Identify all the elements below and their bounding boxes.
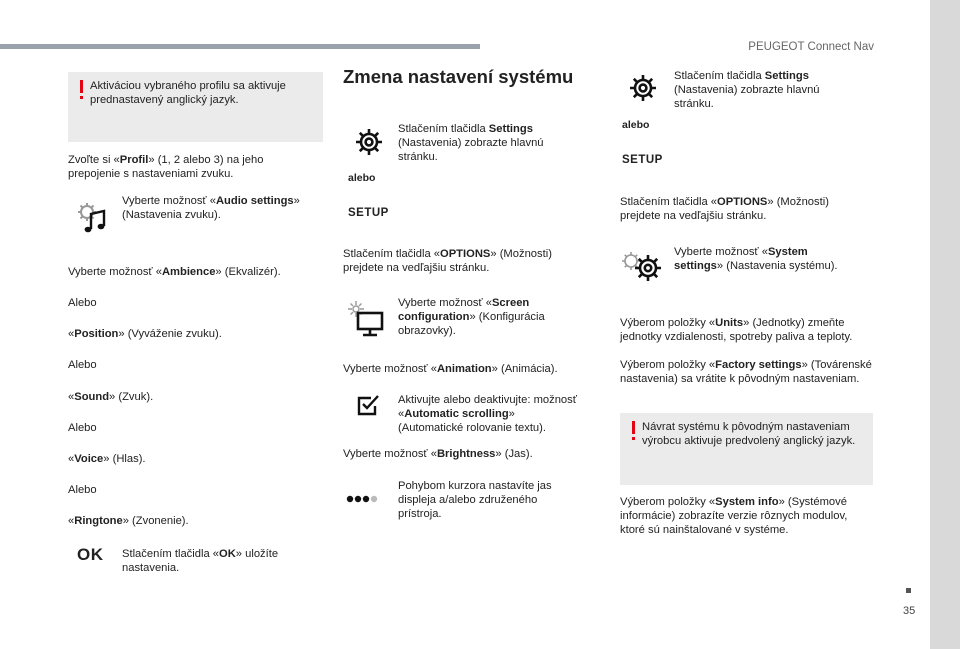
warning-icon (630, 421, 636, 441)
voice-text: «Voice» (Hlas). (68, 453, 146, 465)
system-info-text: Výberom položky «System info» (Systémové informácie) zobrazíte verzie rôznych modulov, ktoré sú nainštalované v systéme. (620, 496, 848, 536)
sound-text: «Sound» (Zvuk). (68, 391, 154, 403)
settings-gear-icon (627, 72, 659, 104)
audio-settings-icon (74, 200, 108, 236)
options-text: Stlačením tlačidla «OPTIONS» (Možnosti) prejdete na vedľajšiu stránku. (343, 248, 552, 274)
screen-configuration-icon (347, 300, 385, 338)
warning-text: Návrat systému k pôvodným nastaveniam výrobcu aktivuje predvolený anglický jazyk. (642, 421, 856, 447)
or-text: Alebo (68, 422, 97, 434)
profile-paragraph: Zvoľte si «Profil» (1, 2 alebo 3) na jeho prepojenie s nastaveniami zvuku. (68, 154, 264, 180)
warning-text: Aktiváciou vybraného profilu sa aktivuje prednastavený anglický jazyk. (90, 80, 286, 106)
screen-configuration-text: Vyberte možnosť «Screen configuration» (Konfigurácia obrazovky). (398, 297, 545, 337)
alebo-label: alebo (348, 172, 376, 184)
position-text: «Position» (Vyváženie zvuku). (68, 328, 222, 340)
system-settings-icon (620, 248, 662, 284)
page-side-bar (930, 0, 960, 649)
setup-button-icon: SETUP (348, 207, 389, 219)
slider-dots-icon (346, 494, 382, 504)
animation-text: Vyberte možnosť «Animation» (Animácia). (343, 363, 558, 375)
section-title: Zmena nastavení systému (343, 66, 574, 87)
page-number: 35 (903, 605, 916, 617)
ok-button-icon: OK (77, 545, 104, 564)
continue-marker (906, 588, 911, 593)
settings-gear-icon (353, 126, 385, 158)
top-rule (0, 44, 480, 49)
or-text: Alebo (68, 484, 97, 496)
checkbox-checked-icon (356, 394, 380, 416)
running-header: PEUGEOT Connect Nav (748, 41, 874, 53)
brightness-text: Vyberte možnosť «Brightness» (Jas). (343, 448, 533, 460)
warning-icon (78, 80, 84, 100)
factory-settings-text: Výberom položky «Factory settings» (Továrenské nastavenia) sa vrátite k pôvodným nastaveniam. (620, 359, 872, 385)
ambience-text: Vyberte možnosť «Ambience» (Ekvalizér). (68, 266, 281, 278)
units-text: Výberom položky «Units» (Jednotky) zmeňte jednotky vzdialenosti, spotreby paliva a teploty. (620, 317, 853, 343)
settings-text: Stlačením tlačidla Settings (Nastavenia) zobrazte hlavnú stránku. (398, 123, 544, 163)
settings-text: Stlačením tlačidla Settings (Nastavenia) zobrazte hlavnú stránku. (674, 70, 820, 110)
audio-settings-text: Vyberte možnosť «Audio settings» (Nastavenia zvuku). (122, 195, 300, 221)
ok-text: Stlačením tlačidla «OK» uložíte nastavenia. (122, 548, 279, 574)
options-text: Stlačením tlačidla «OPTIONS» (Možnosti) prejdete na vedľajšiu stránku. (620, 196, 829, 222)
warning-box-reset (620, 413, 873, 485)
automatic-scrolling-text: Aktivujte alebo deaktivujte: možnosť «Automatic scrolling» (Automatické rolovanie textu). (398, 394, 577, 434)
ringtone-text: «Ringtone» (Zvonenie). (68, 515, 189, 527)
alebo-label: alebo (622, 119, 650, 131)
or-text: Alebo (68, 359, 97, 371)
warning-box-profile (68, 72, 323, 142)
cursor-text: Pohybom kurzora nastavíte jas displeja a/alebo združeného prístroja. (398, 480, 552, 520)
or-text: Alebo (68, 297, 97, 309)
setup-button-icon: SETUP (622, 154, 663, 166)
system-settings-text: Vyberte možnosť «System settings» (Nastavenia systému). (674, 246, 838, 272)
